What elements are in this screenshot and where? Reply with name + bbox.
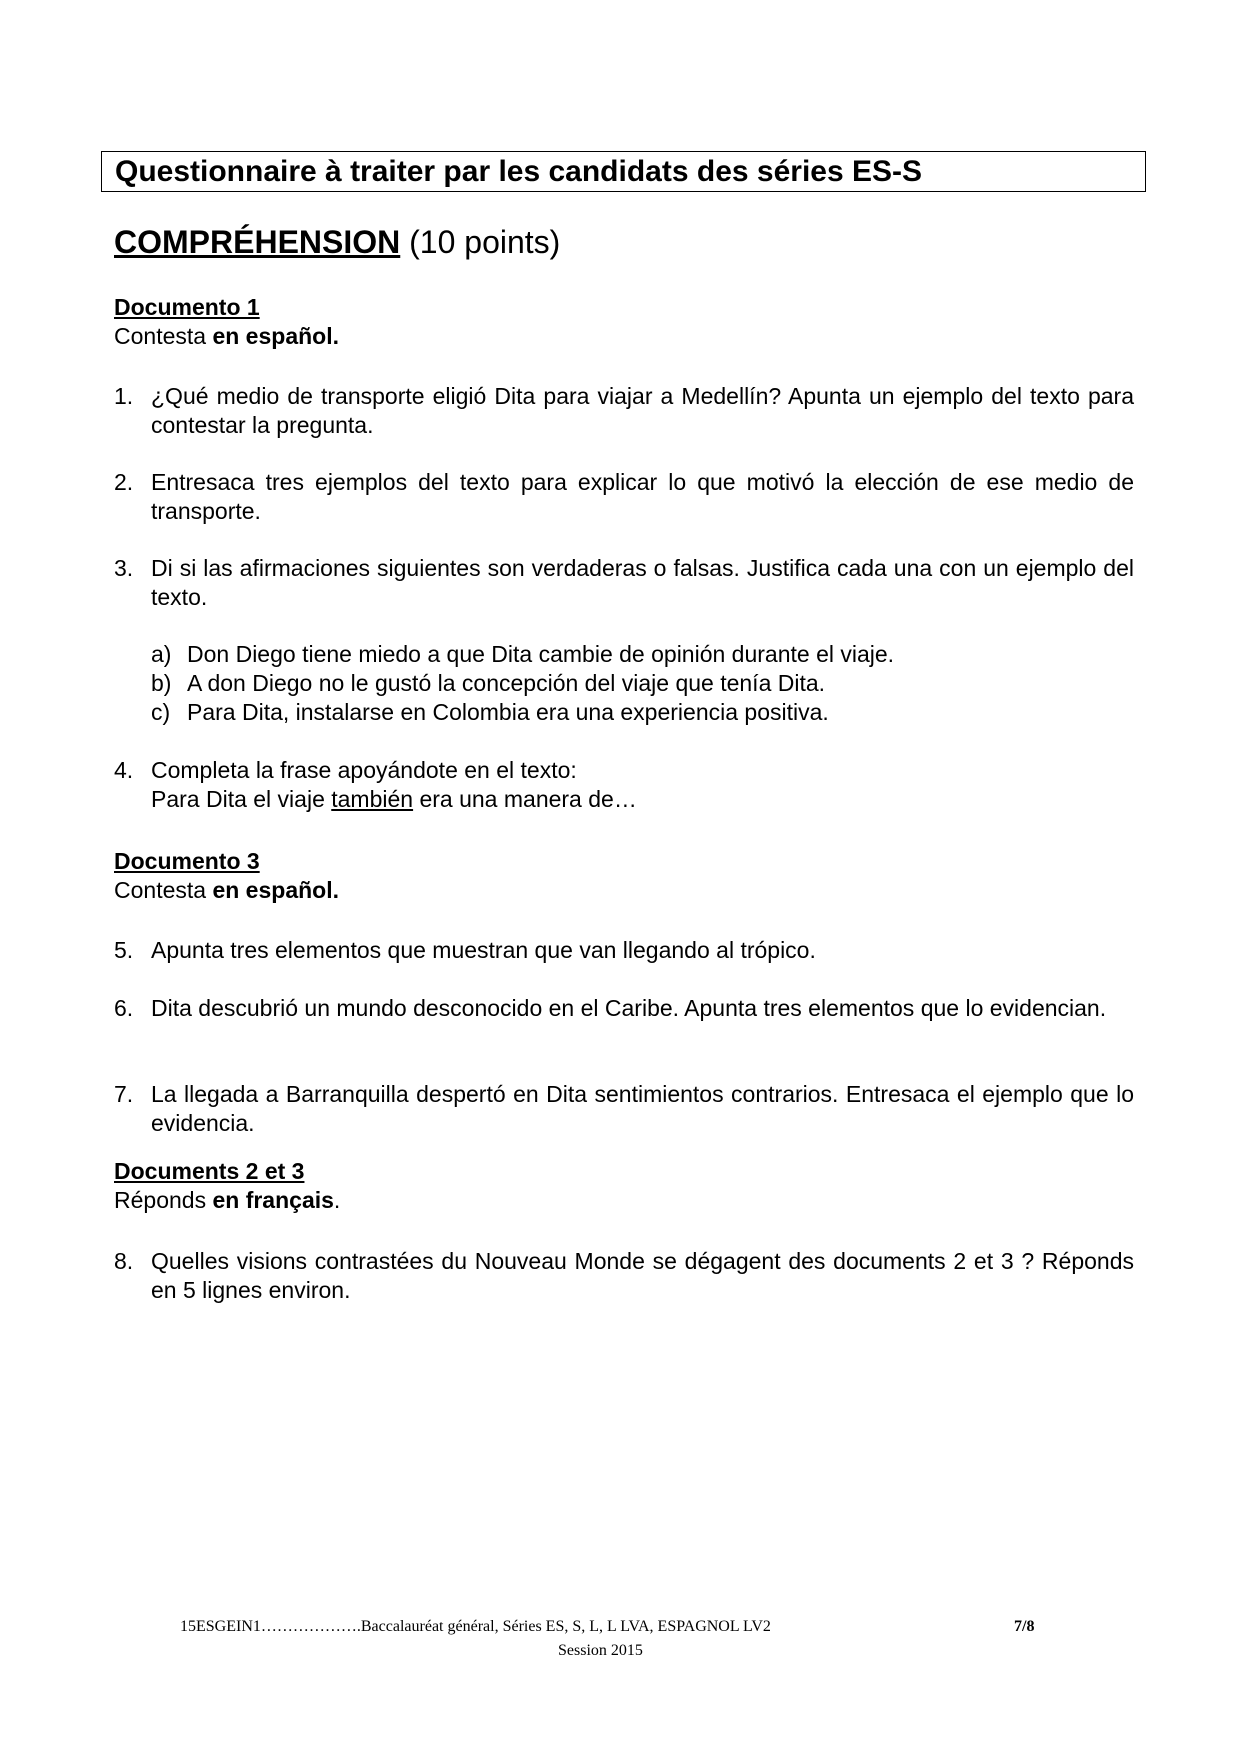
- doc1-instruction: [114, 323, 339, 350]
- doc23-instruction-suffix: .: [333, 1187, 341, 1213]
- doc23-instruction-bold: en français: [212, 1187, 334, 1213]
- question-number: 7.: [114, 1081, 134, 1107]
- question-number: 4.: [114, 757, 134, 783]
- doc3-label: Documento 3: [114, 848, 260, 874]
- sub-text: Don Diego tiene miedo a que Dita cambie de opinión durante el viaje.: [187, 641, 895, 667]
- question-4-underlined-word: también: [331, 786, 414, 812]
- footer-page-number: 7/8: [1014, 1618, 1035, 1635]
- doc23-instruction-prefix: Réponds: [114, 1187, 213, 1213]
- doc23-label: Documents 2 et 3: [114, 1158, 305, 1184]
- doc3-instruction-prefix: Contesta: [114, 877, 213, 903]
- footer-session: Session 2015: [558, 1642, 643, 1659]
- sub-text: A don Diego no le gustó la concepción del viaje que tenía Dita.: [187, 670, 826, 696]
- question-number: 1.: [114, 383, 134, 409]
- question-text: Entresaca tres ejemplos del texto para explicar lo que motivó la elección de ese medio de transporte.: [151, 469, 1134, 524]
- question-text: La llegada a Barranquilla despertó en Dita sentimientos contrarios. Entresaca el ejemplo que lo evidencia.: [151, 1081, 1134, 1136]
- question-text: Apunta tres elementos que muestran que van llegando al trópico.: [151, 937, 816, 963]
- doc23-instruction: [114, 1187, 340, 1214]
- heading-points: (10 points): [409, 224, 561, 260]
- sub-letter: a): [151, 641, 172, 667]
- question-number: 2.: [114, 469, 134, 495]
- doc3-instruction: [114, 877, 339, 904]
- question-4-line1: Completa la frase apoyándote en el texto:: [151, 757, 577, 783]
- doc1-instruction-prefix: Contesta: [114, 323, 213, 349]
- title-box: [101, 151, 1146, 192]
- page-title: Questionnaire à traiter par les candidats des séries ES-S: [115, 155, 922, 188]
- question-text: Di si las afirmaciones siguientes son verdaderas o falsas. Justifica cada una con un ejemplo del texto.: [151, 555, 1134, 610]
- question-number: 5.: [114, 937, 134, 963]
- doc1-label: Documento 1: [114, 294, 260, 320]
- question-text: Dita descubrió un mundo desconocido en el Caribe. Apunta tres elementos que lo evidencian.: [151, 995, 1107, 1021]
- question-text: [151, 756, 1134, 814]
- question-number: 3.: [114, 555, 134, 581]
- sub-text: Para Dita, instalarse en Colombia era una experiencia positiva.: [187, 699, 829, 725]
- footer-reference: 15ESGEIN1……………….Baccalauréat général, Séries ES, S, L, L LVA, ESPAGNOL LV2: [180, 1618, 771, 1635]
- question-number: 8.: [114, 1248, 134, 1274]
- question-4-line2-suffix: era una manera de…: [413, 786, 637, 812]
- section-heading: [114, 224, 560, 261]
- question-text: Quelles visions contrastées du Nouveau Monde se dégagent des documents 2 et 3 ? Réponds en 5 lignes environ.: [151, 1248, 1134, 1303]
- sub-letter: b): [151, 670, 172, 696]
- question-text: ¿Qué medio de transporte eligió Dita para viajar a Medellín? Apunta un ejemplo del texto para contestar la pregunta.: [151, 383, 1134, 438]
- question-number: 6.: [114, 995, 134, 1021]
- heading-main: COMPRÉHENSION: [114, 224, 401, 260]
- doc3-instruction-bold: en español.: [212, 877, 339, 903]
- question-4-line2-prefix: Para Dita el viaje: [151, 786, 332, 812]
- doc1-instruction-bold: en español.: [212, 323, 339, 349]
- sub-letter: c): [151, 699, 171, 725]
